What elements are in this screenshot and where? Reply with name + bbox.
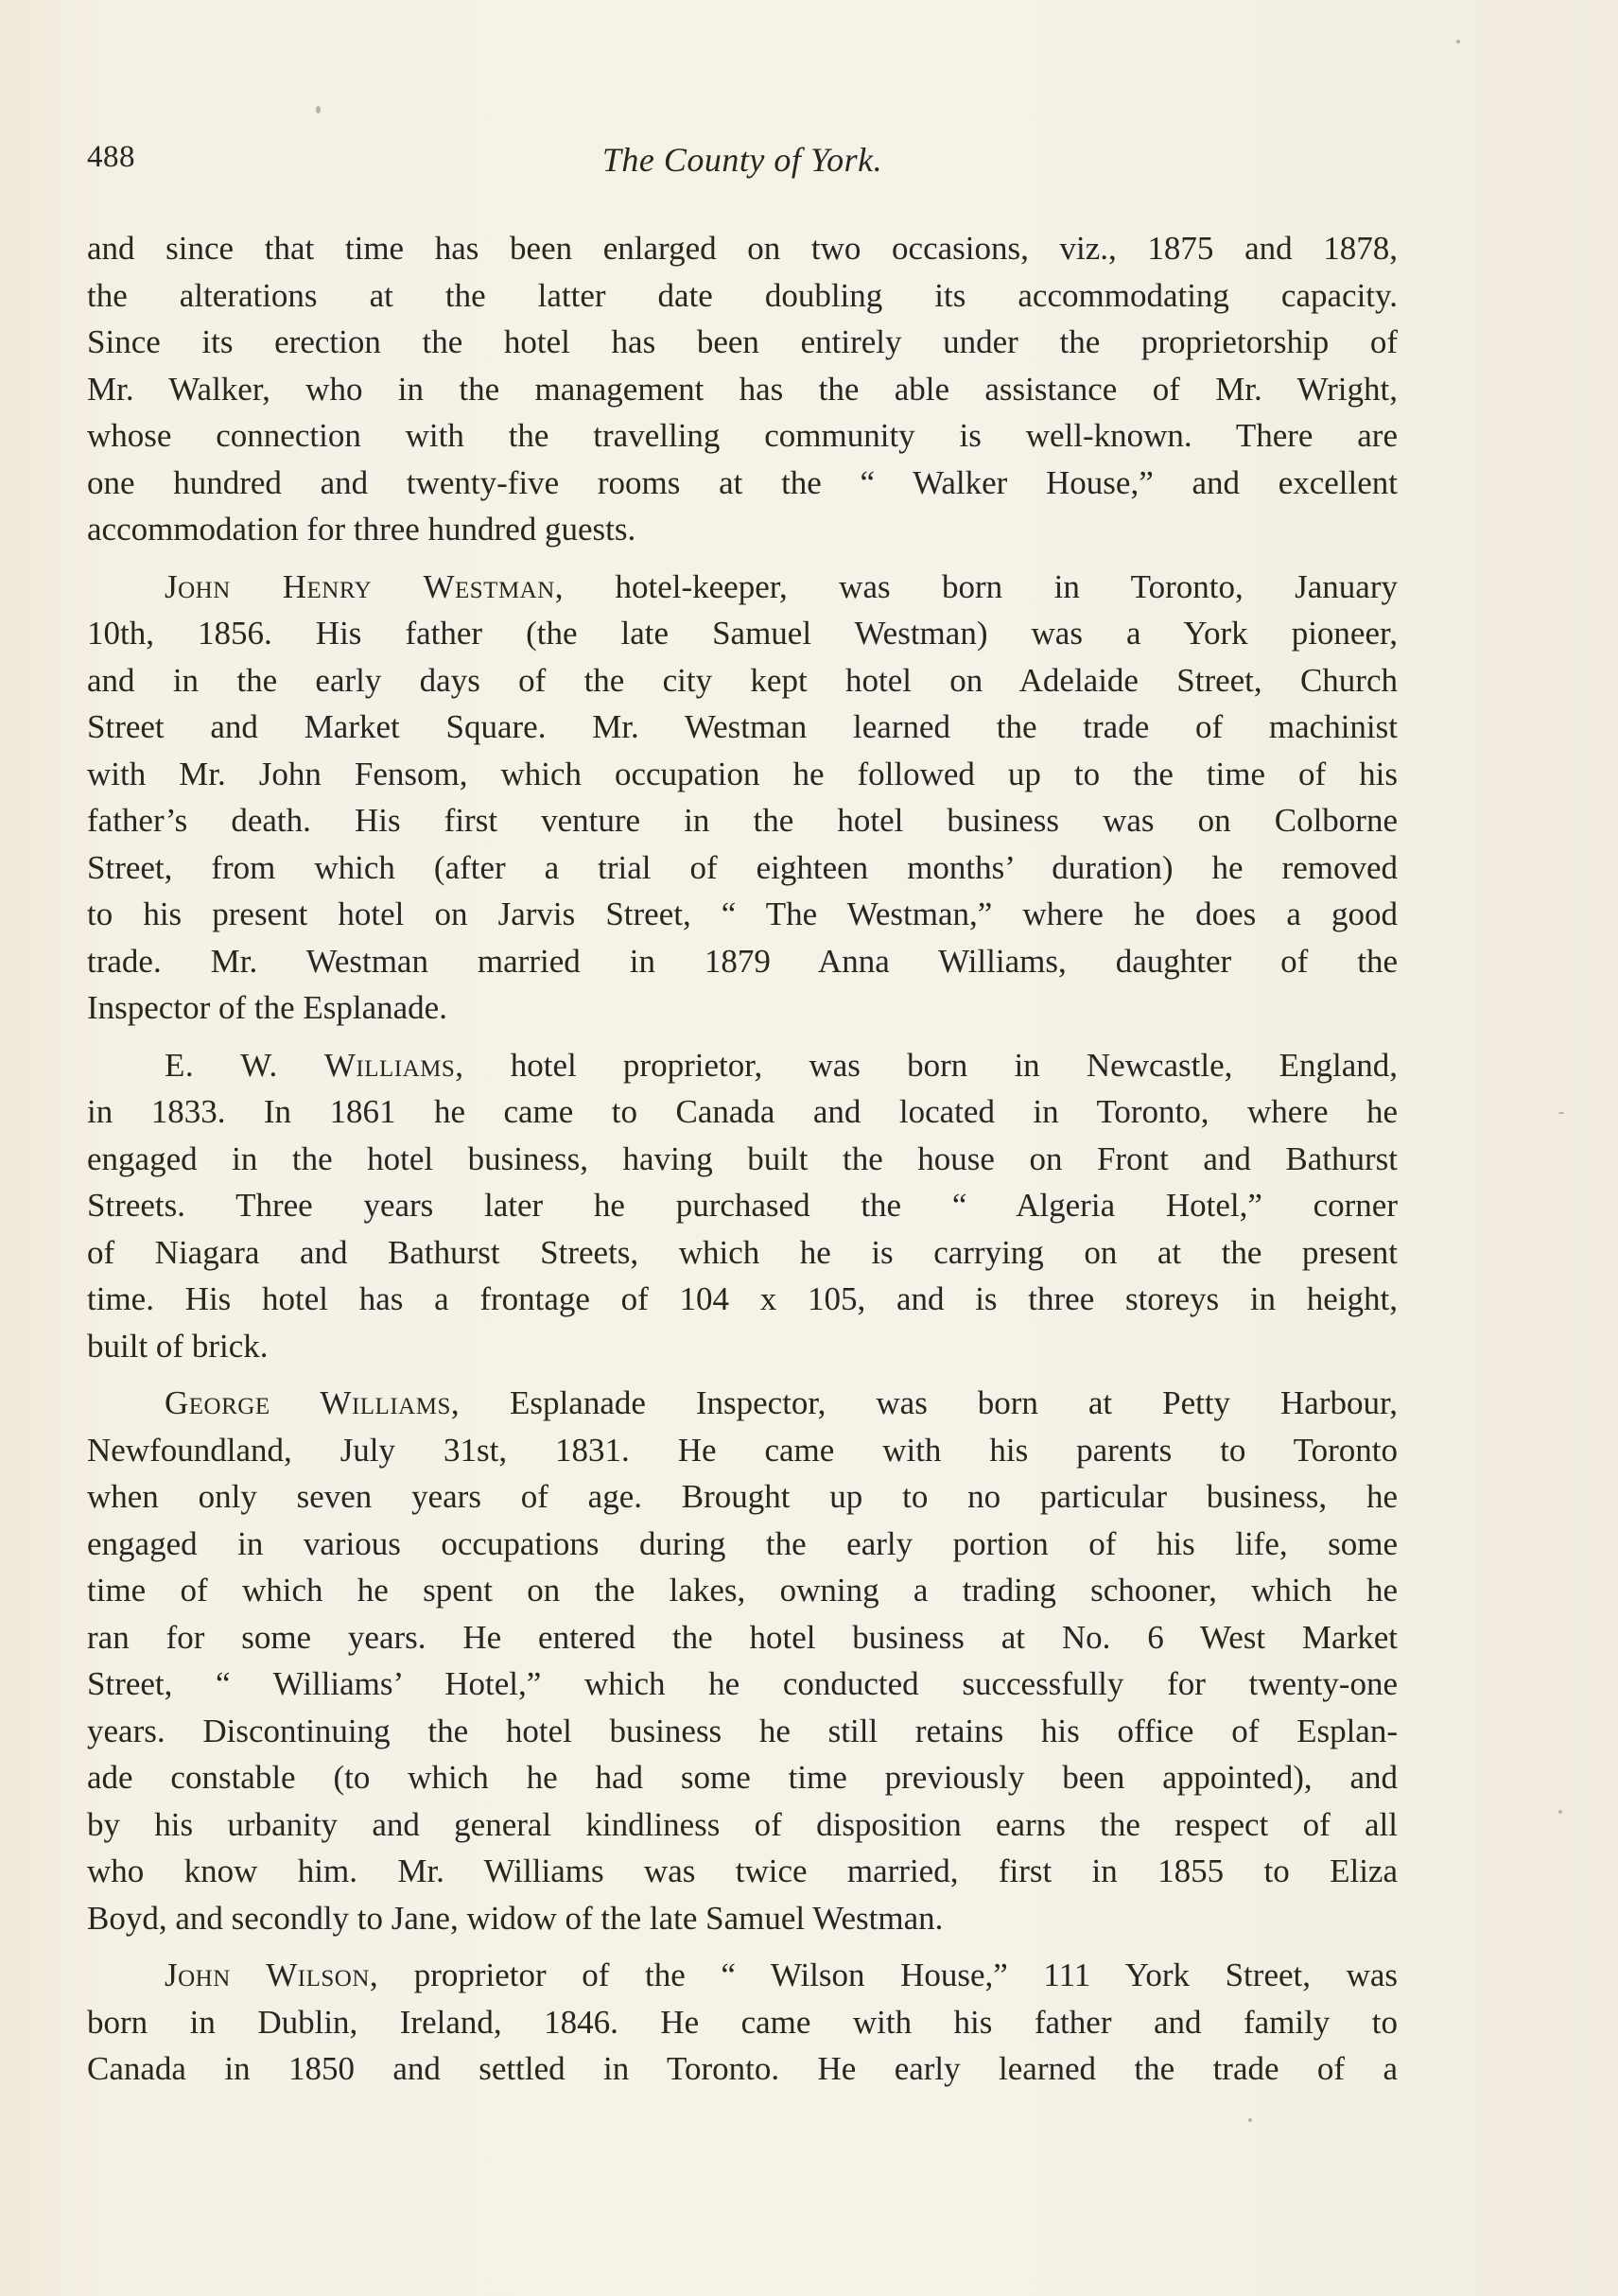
paper-speck [316, 106, 321, 113]
paragraph [87, 1042, 1398, 1370]
line-text: proprietor of the “ Wilson House,” 111 York Street, was [378, 1957, 1398, 1993]
text-line: with Mr. John Fensom, which occupation he followed up to the time of his [87, 755, 1398, 792]
text-line: when only seven years of age. Brought up to no particular business, he [87, 1478, 1398, 1515]
page-header [87, 140, 1398, 187]
text-line: ade constable (to which he had some time previously been appointed), and [87, 1759, 1398, 1796]
text-line: Inspector of the Esplanade. [87, 989, 447, 1026]
paper-speck [1248, 2118, 1252, 2122]
text-line: Street and Market Square. Mr. Westman learned the trade of machinist [87, 708, 1398, 745]
text-line: born in Dublin, Ireland, 1846. He came with his father and family to [87, 2003, 1398, 2041]
text-line: in 1833. In 1861 he came to Canada and located in Toronto, where he [87, 1093, 1398, 1130]
paper-speck [1558, 1112, 1564, 1114]
text-line: the alterations at the latter date doubling its accommodating capacity. [87, 276, 1398, 314]
text-line [87, 1952, 1398, 1999]
text-line: accommodation for three hundred guests. [87, 511, 636, 548]
text-line: whose connection with the travelling community is well-known. There are [87, 417, 1398, 454]
text-line: one hundred and twenty-five rooms at the “ Walker House,” and excellent [87, 463, 1398, 501]
person-name: E. W. Williams, [165, 1046, 464, 1084]
text-line: trade. Mr. Westman married in 1879 Anna Williams, daughter of the [87, 942, 1398, 980]
person-name: George Williams, [165, 1384, 461, 1421]
person-name: John Wilson, [165, 1957, 379, 1993]
body-text [87, 225, 1398, 2093]
paragraph [87, 564, 1398, 1032]
text-line: father’s death. His first venture in the hotel business was on Colborne [87, 802, 1398, 839]
text-line: and since that time has been enlarged on two occasions, viz., 1875 and 1878, [87, 230, 1398, 267]
text-line: engaged in various occupations during the early portion of his life, some [87, 1524, 1398, 1562]
text-line [87, 564, 1398, 611]
text-line: of Niagara and Bathurst Streets, which he is carrying on at the present [87, 1233, 1398, 1271]
running-head: The County of York. [601, 141, 883, 179]
line-text: Esplanade Inspector, was born at Petty Harbour, [460, 1384, 1398, 1421]
line-text: hotel-keeper, was born in Toronto, January [564, 567, 1398, 605]
text-line: to his present hotel on Jarvis Street, “ The Westman,” where he does a good [87, 896, 1398, 932]
paragraph [87, 1952, 1398, 2093]
text-line: Street, from which (after a trial of eighteen months’ duration) he removed [87, 848, 1398, 886]
text-line: years. Discontinuing the hotel business he still retains his office of Esplan- [87, 1712, 1398, 1749]
text-line: engaged in the hotel business, having built the house on Front and Bathurst [87, 1139, 1398, 1177]
page-number: 488 [87, 140, 135, 174]
text-line: who know him. Mr. Williams was twice married, first in 1855 to Eliza [87, 1852, 1398, 1889]
text-line: Boyd, and secondly to Jane, widow of the late Samuel Westman. [87, 1899, 944, 1937]
text-line: ran for some years. He entered the hotel business at No. 6 West Market [87, 1618, 1398, 1656]
text-line: time. His hotel has a frontage of 104 x 105, and is three storeys in height, [87, 1280, 1398, 1317]
text-line: time of which he spent on the lakes, owning a trading schooner, which he [87, 1572, 1398, 1609]
text-line: by his urbanity and general kindliness of disposition earns the respect of all [87, 1805, 1398, 1843]
text-line: and in the early days of the city kept hotel on Adelaide Street, Church [87, 661, 1398, 699]
paragraph [87, 1380, 1398, 1941]
line-text: hotel proprietor, was born in Newcastle, England, [463, 1046, 1398, 1084]
text-line: Mr. Walker, who in the management has the able assistance of Mr. Wright, [87, 370, 1398, 408]
text-line: Street, “ Williams’ Hotel,” which he conducted successfully for twenty-one [87, 1665, 1398, 1702]
text-line [87, 1380, 1398, 1427]
text-line: Streets. Three years later he purchased the “ Algeria Hotel,” corner [87, 1187, 1398, 1224]
text-line: Canada in 1850 and settled in Toronto. He early learned the trade of a [87, 2050, 1398, 2087]
text-line: Newfoundland, July 31st, 1831. He came with his parents to Toronto [87, 1431, 1398, 1469]
paragraph [87, 225, 1398, 553]
text-line [87, 1042, 1398, 1089]
paper-speck [1456, 40, 1460, 43]
text-line: Since its erection the hotel has been entirely under the proprietorship of [87, 323, 1398, 360]
text-line: built of brick. [87, 1327, 269, 1365]
paper-speck [1558, 1810, 1562, 1814]
text-line: 10th, 1856. His father (the late Samuel Westman) was a York pioneer, [87, 615, 1398, 652]
person-name: John Henry Westman, [165, 567, 565, 605]
